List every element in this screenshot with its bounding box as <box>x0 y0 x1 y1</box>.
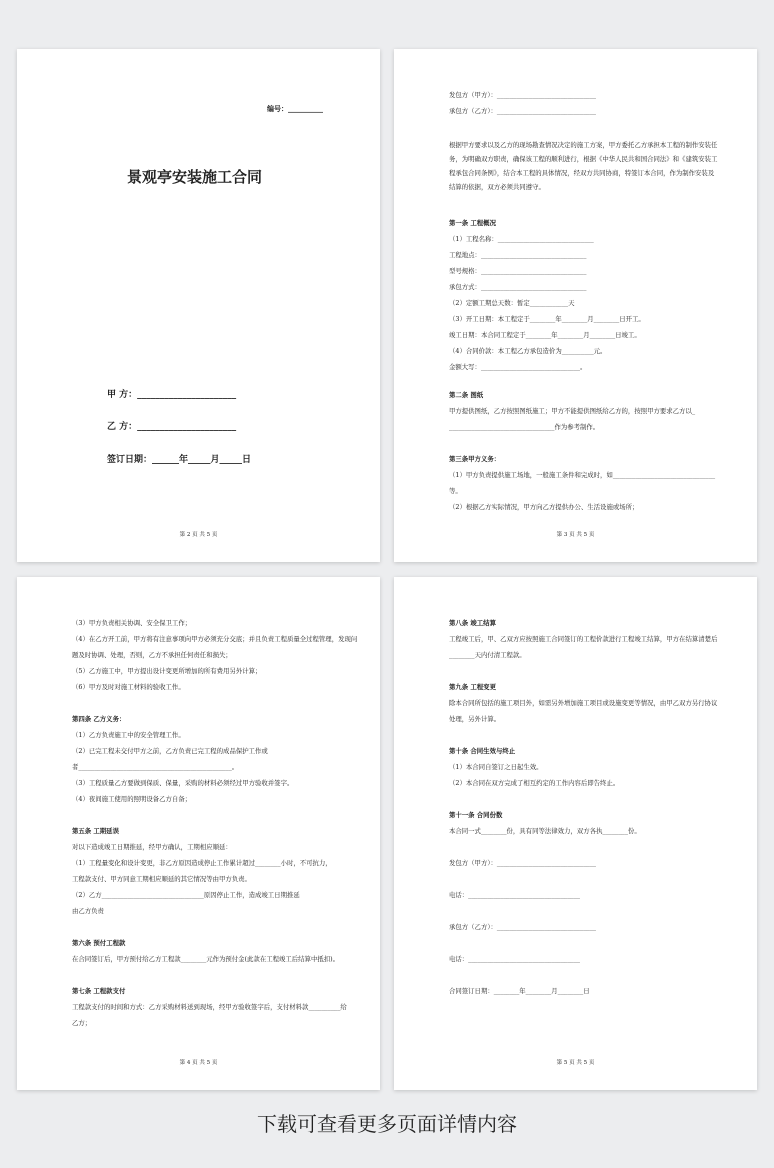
text-line: 除本合同所包括的施工项目外，如需另外增加施工项目或设施变更等情况，由甲乙双方另行协议 <box>449 699 718 707</box>
text-line: 者________________________________________________。 <box>72 763 239 771</box>
text-line: 根据甲方要求以及乙方的现场勘查情况决定的施工方案，甲方委托乙方承担本工程的制作安装任 <box>449 141 718 149</box>
text-line: ________天内付清工程款。 <box>449 651 526 659</box>
text-line: 工程竣工后，甲、乙双方应按照施工合同签订的工程价款进行工程竣工结算，甲方在结算清楚后 <box>449 635 718 643</box>
text-line: （2）定额工期总天数：暂定____________天 <box>449 299 575 307</box>
text-line: （4）在乙方开工前，甲方将有注意事项向甲方必须充分交底；并且负责工程质量全过程管理，发现问 <box>72 635 358 643</box>
text-line: （2）本合同在双方完成了相互约定的工作内容后即告终止。 <box>449 779 620 787</box>
section-heading: 第四条 乙方义务： <box>72 715 126 723</box>
section-heading: 第九条 工程变更 <box>449 683 496 691</box>
text-line: 程承包合同条例》，结合本工程的具体情况，经双方共同协商，特签订本合同，作为制作安装及 <box>449 169 715 177</box>
text-line: （4）合同价款：本工程乙方承包造价为__________元。 <box>449 347 607 355</box>
text-line: 承包方（乙方）：_______________________________ <box>449 923 596 931</box>
page-4 <box>394 577 757 1090</box>
text-line: （3）甲方负责相关协调、安全保卫工作； <box>72 619 192 627</box>
page-cover <box>17 49 380 562</box>
text-line: 由乙方负责 <box>72 907 104 915</box>
text-line: 务，为明确双方职责，确保该工程的顺利进行，根据《中华人民共和国合同法》和《建筑安装工 <box>449 155 718 163</box>
text-line: 对以下造成竣工日期推延，经甲方确认，工期相应顺延： <box>72 843 232 851</box>
text-line: （1）工程名称：______________________________ <box>449 235 594 243</box>
page-3 <box>17 577 380 1090</box>
text-line: 乙方； <box>72 1019 92 1027</box>
text-line: （3）开工日期：本工程定于________年________月________日开工。 <box>449 315 645 323</box>
text-line: _________________________________作为参考制作。 <box>449 423 600 431</box>
text-line: （1）甲方负责提供施工场地，一般施工条件和完成时，如________________________________ <box>449 471 716 479</box>
text-line: 发包方（甲方）：_______________________________ <box>449 91 596 99</box>
text-line: 型号规格：_________________________________ <box>449 267 587 275</box>
contract-title: 景观亭安装施工合同 <box>127 168 263 186</box>
section-heading: 第五条 工期延误 <box>72 827 119 835</box>
page-number: 第 3 页 共 5 页 <box>556 532 595 538</box>
section-heading: 第一条 工程概况 <box>449 219 496 227</box>
party-b-line: 乙 方：______________________ <box>107 422 237 432</box>
text-line: （2）根据乙方实际情况，甲方向乙方提供办公、生活设施或场所； <box>449 503 639 511</box>
text-line: 工程款支付、甲方同意工期相应顺延的其它情况等由甲方负责。 <box>72 875 251 883</box>
text-line: （3）工程质量乙方要做到保质、保量，采购的材料必须经过甲方验收并签字。 <box>72 779 294 787</box>
page-number: 第 4 页 共 5 页 <box>179 1060 218 1066</box>
text-line: 电话：___________________________________ <box>449 891 581 899</box>
text-line: （6）甲方及时对施工材料的验收工作。 <box>72 683 185 691</box>
section-heading: 第十条 合同生效与终止 <box>449 747 516 755</box>
sign-date-line: 签订日期：______年_____月_____日 <box>107 455 252 465</box>
text-line: 竣工日期：本合同工程定于________年________月________日竣工。 <box>449 331 641 339</box>
text-line: 合同签订日期：________年________月________日 <box>449 987 590 995</box>
section-heading: 第二条 图纸 <box>449 391 484 399</box>
page-number: 第 2 页 共 5 页 <box>179 532 218 538</box>
text-line: 承包方（乙方）：_______________________________ <box>449 107 596 115</box>
section-heading: 第十一条 合同份数 <box>449 811 503 819</box>
text-line: 工程地点：_________________________________ <box>449 251 587 259</box>
text-line: 甲方提供图纸，乙方按照图纸施工；甲方不能提供图纸给乙方的，按照甲方要求乙方以_ <box>449 407 696 415</box>
text-line: （1）本合同自签订之日起生效。 <box>449 763 543 771</box>
text-line: （2）已完工程未交付甲方之前，乙方负责已完工程的成品保护工作或 <box>72 747 268 755</box>
text-line: 题及时协调、处理，否则，乙方不承担任何责任和损失； <box>72 651 232 659</box>
text-line: 结算的依据，双方必须共同遵守。 <box>449 183 545 191</box>
text-line: 处理，另外计算。 <box>449 715 501 723</box>
section-heading: 第三条甲方义务： <box>449 455 501 463</box>
text-line: （1）乙方负责施工中的安全管理工作。 <box>72 731 185 739</box>
text-line: 本合同一式________份，具有同等法律效力，双方各执________份。 <box>449 827 641 835</box>
text-line: 发包方（甲方）：_______________________________ <box>449 859 596 867</box>
download-hint: 下载可查看更多页面详情内容 <box>257 1112 517 1136</box>
text-line: 在合同签订后，甲方预付给乙方工程款________元作为预付金(此款在工程竣工后结算中抵扣)。 <box>72 955 340 963</box>
section-heading: 第七条 工程款支付 <box>72 987 126 995</box>
text-line: （4）夜间施工使用的照明设备乙方自备； <box>72 795 192 803</box>
text-line: 电话：___________________________________ <box>449 955 581 963</box>
text-line: （2）乙方________________________________原因停止工作，造成竣工日期推延 <box>72 891 300 899</box>
page-number: 第 5 页 共 5 页 <box>556 1060 595 1066</box>
text-line: 承包方式：_________________________________ <box>449 283 587 291</box>
contract-number: 编号：__________ <box>267 104 323 113</box>
text-line: （5）乙方施工中，甲方提出设计变更所增加的所有费用另外计算； <box>72 667 262 675</box>
section-heading: 第六条 预付工程款 <box>72 939 126 947</box>
text-line: （1）工程量变化和设计变更，非乙方原因造成停止工作累计超过________小时，不可抗力， <box>72 859 332 867</box>
party-a-line: 甲 方：______________________ <box>107 390 237 400</box>
text-line: 等。 <box>449 487 462 495</box>
section-heading: 第八条 竣工结算 <box>449 619 496 627</box>
page-2 <box>394 49 757 562</box>
text-line: 金额大写：_______________________________。 <box>449 363 587 371</box>
text-line: 工程款支付的时间和方式：乙方采购材料送到现场，经甲方验收签字后，支付材料款__________给 <box>72 1003 347 1011</box>
